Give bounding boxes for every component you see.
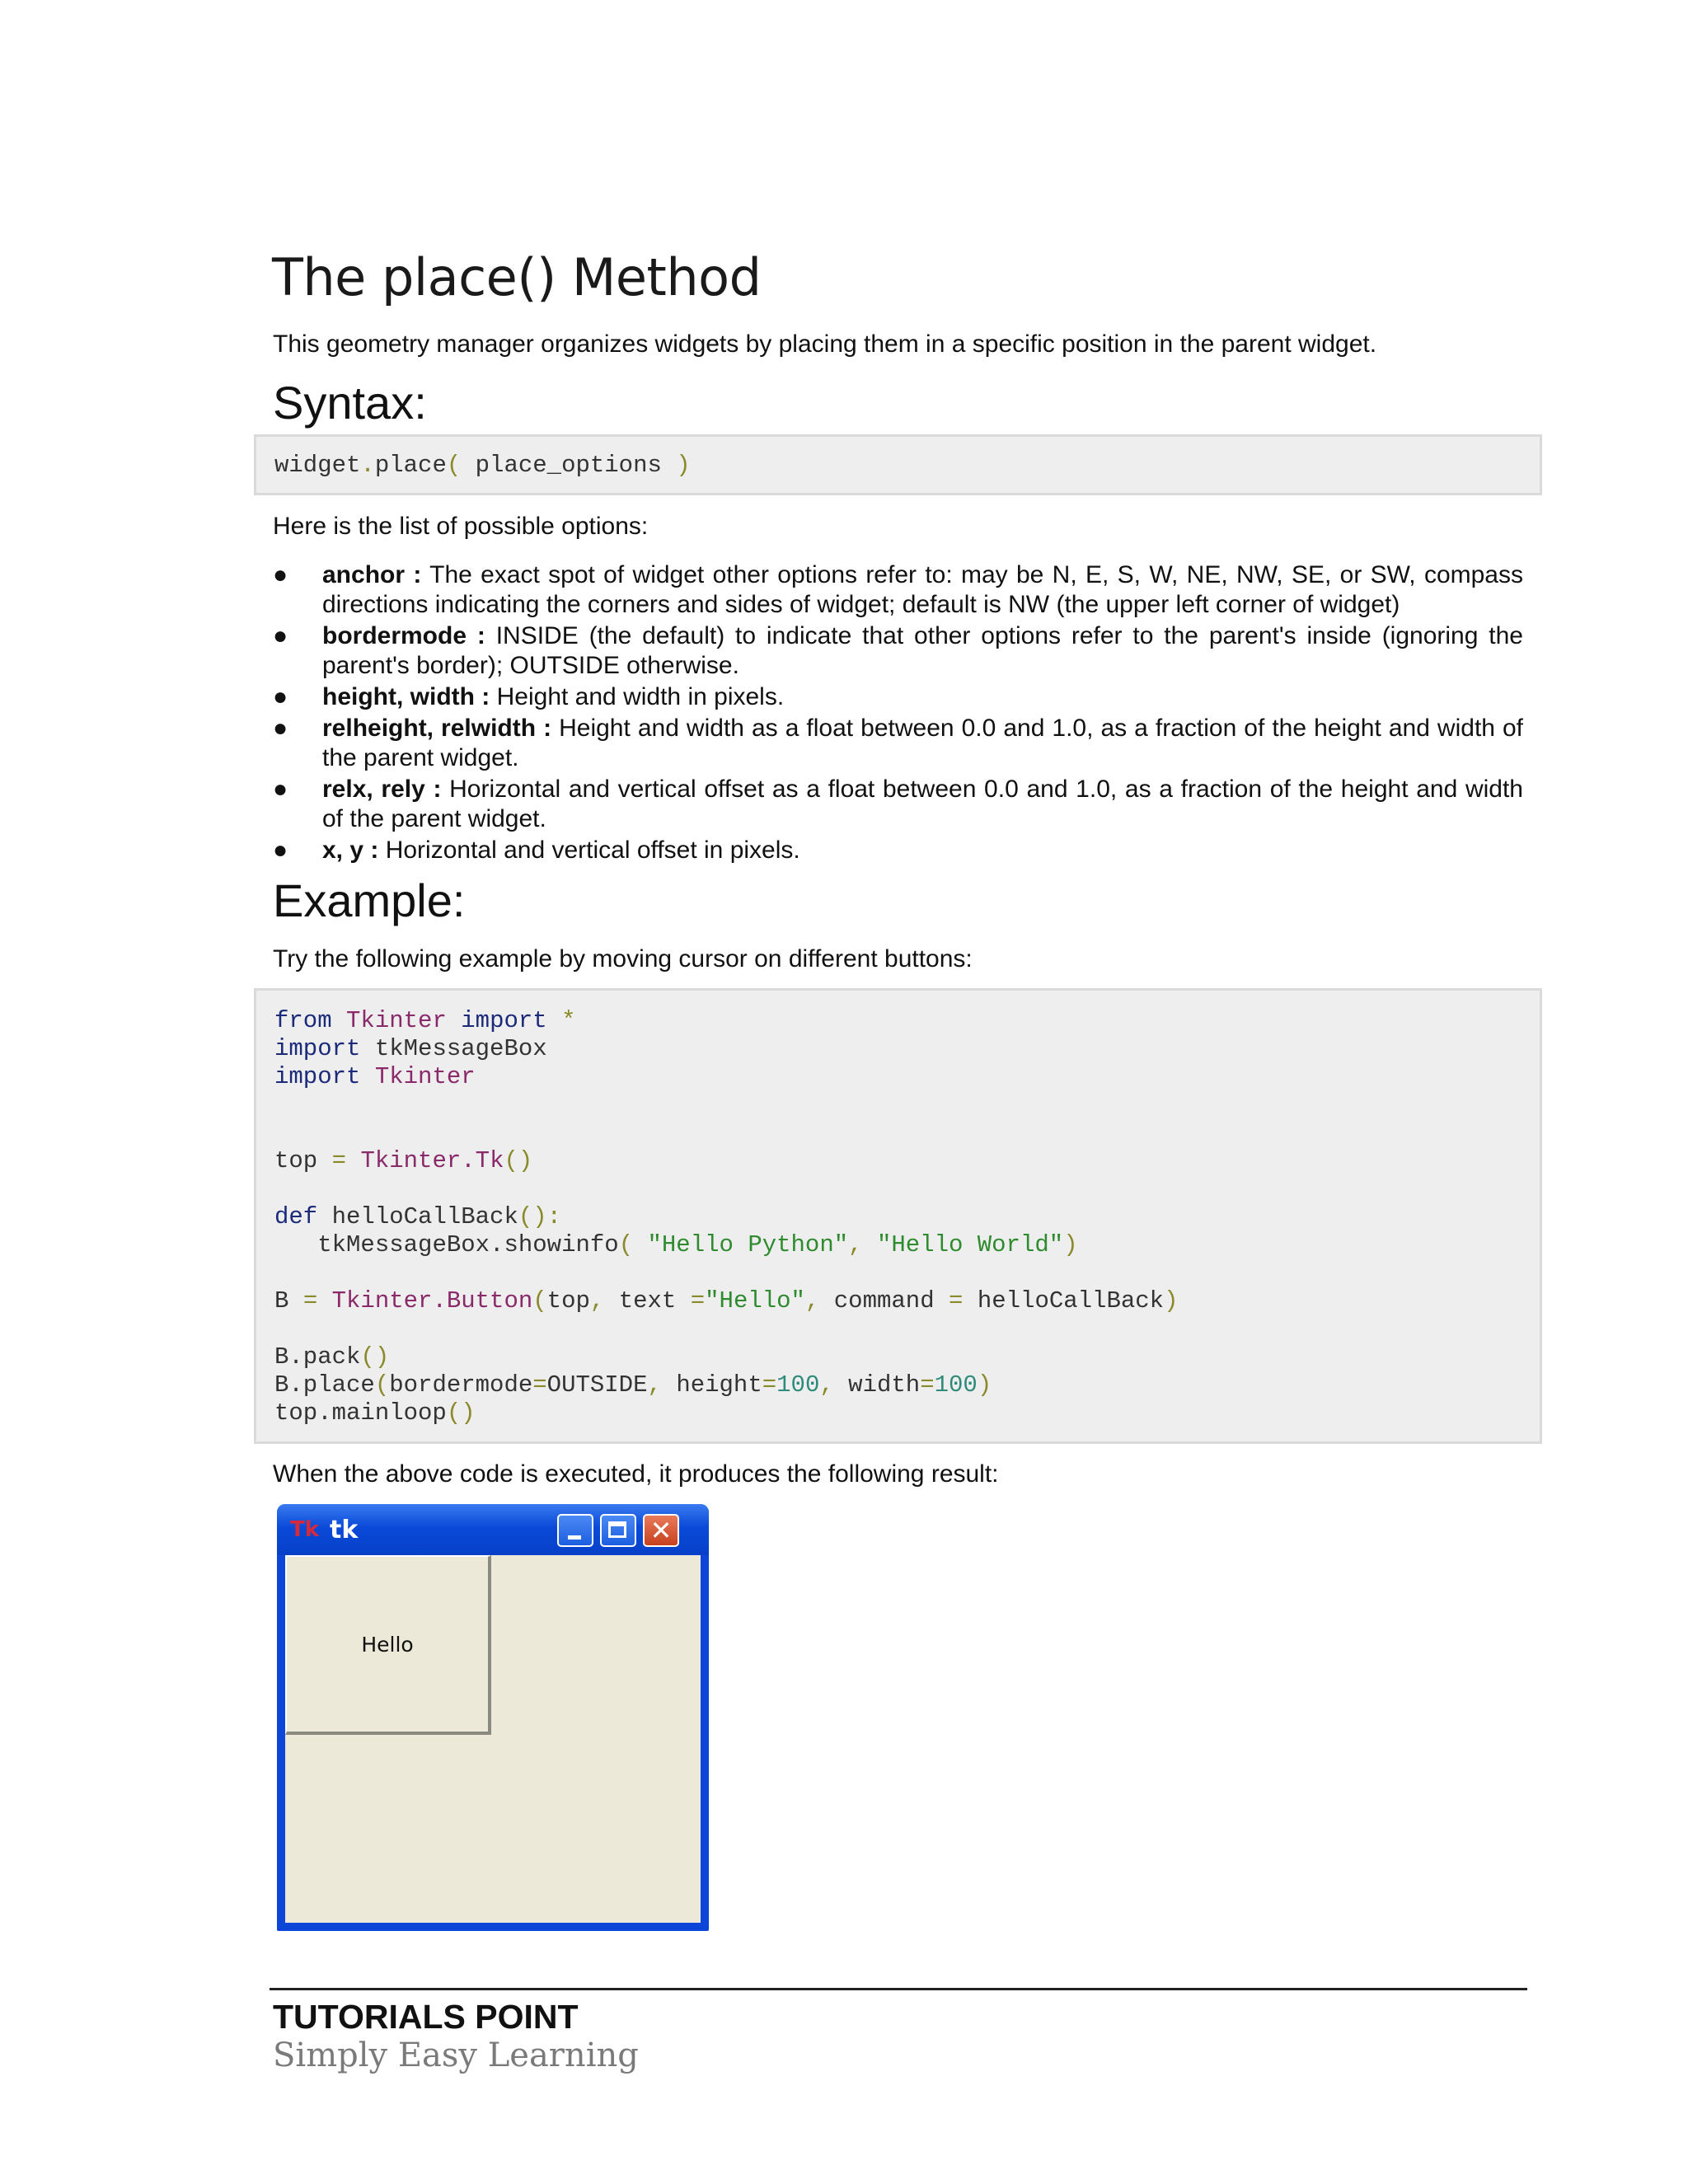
code-token: def — [274, 1203, 318, 1230]
code-token: () — [504, 1147, 533, 1174]
hello-button[interactable]: Hello — [285, 1555, 491, 1735]
code-token: "Hello Python" — [647, 1231, 849, 1258]
code-token: widget — [274, 452, 361, 479]
code-token: () — [446, 1399, 476, 1427]
intro-paragraph: This geometry manager organizes widgets by placing them in a specific position in the parent widget. — [273, 330, 1377, 358]
option-desc: The exact spot of widget other options refer to: may be N, E, S, W, NE, NW, SE, or SW, compass directions indicating the corners and sides of widget; default is NW (the upper left corner of widget) — [322, 561, 1523, 618]
option-term: x, y : — [322, 837, 379, 864]
code-token: tkMessageBox.showinfo — [317, 1231, 619, 1258]
code-token: ( — [532, 1287, 547, 1315]
code-token: place — [374, 452, 447, 479]
page-title: The place() Method — [272, 247, 762, 307]
code-token: = — [331, 1147, 347, 1174]
footer-tagline: Simply Easy Learning — [273, 2036, 639, 2074]
code-token: () — [360, 1343, 390, 1371]
code-token: = — [302, 1287, 318, 1315]
option-desc: Height and width in pixels. — [490, 683, 785, 710]
code-token: tkMessageBox — [374, 1035, 547, 1062]
code-token: "Hello World" — [876, 1231, 1064, 1258]
option-term: relx, rely : — [322, 776, 442, 803]
tk-titlebar[interactable] — [277, 1504, 709, 1555]
code-token: , — [848, 1231, 863, 1258]
code-token: import — [461, 1007, 547, 1034]
option-desc: Horizontal and vertical offset in pixels. — [378, 837, 800, 864]
result-lead: When the above code is executed, it produces the following result: — [273, 1460, 999, 1488]
code-token: ) — [977, 1371, 992, 1399]
minimize-icon[interactable] — [557, 1514, 593, 1547]
option-term: relheight, relwidth : — [322, 715, 552, 742]
code-token: helloCallBack — [331, 1203, 518, 1230]
code-token: B — [274, 1287, 289, 1315]
option-desc: INSIDE (the default) to indicate that other options refer to the parent's inside (ignoring the parent's border); OUTSIDE otherwise. — [322, 622, 1523, 679]
options-lead: Here is the list of possible options: — [273, 513, 649, 540]
code-token: . — [360, 452, 375, 479]
code-token: * — [561, 1007, 576, 1034]
code-token: width — [848, 1371, 921, 1399]
example-code — [274, 1007, 1178, 1427]
example-code-block — [254, 988, 1542, 1444]
list-item — [273, 682, 1523, 712]
syntax-code — [274, 452, 691, 480]
code-token: ( — [374, 1371, 390, 1399]
code-token: B.place — [274, 1371, 375, 1399]
code-token: helloCallBack — [977, 1287, 1165, 1315]
code-token: Tkinter — [374, 1063, 476, 1090]
syntax-heading: Syntax: — [273, 377, 427, 429]
tk-app-icon: Tk — [290, 1517, 320, 1542]
code-token: text — [618, 1287, 677, 1315]
bullet-icon: ● — [273, 715, 288, 742]
code-token: import — [274, 1035, 361, 1062]
code-token: bordermode — [389, 1371, 533, 1399]
code-token: 100 — [776, 1371, 820, 1399]
option-term: height, width : — [322, 683, 490, 710]
code-token: , — [589, 1287, 605, 1315]
bullet-icon: ● — [273, 837, 288, 864]
syntax-code-block — [254, 434, 1542, 495]
footer-brand: TUTORIALS POINT — [273, 1998, 579, 2036]
code-token: import — [274, 1063, 361, 1090]
example-heading: Example: — [273, 874, 466, 926]
option-term: anchor : — [322, 561, 422, 588]
tk-window-screenshot — [277, 1504, 709, 1931]
code-token: = — [920, 1371, 935, 1399]
code-token: , — [804, 1287, 820, 1315]
options-list — [273, 560, 1523, 867]
code-token: ( — [446, 452, 462, 479]
code-token: "Hello" — [705, 1287, 805, 1315]
option-term: bordermode : — [322, 622, 485, 649]
code-token: = — [532, 1371, 547, 1399]
bullet-icon: ● — [273, 561, 288, 588]
code-token: OUTSIDE — [546, 1371, 648, 1399]
code-token: Tkinter.Tk — [360, 1147, 504, 1174]
code-token: , — [647, 1371, 662, 1399]
bullet-icon: ● — [273, 622, 288, 649]
code-token: ) — [1164, 1287, 1179, 1315]
example-lead: Try the following example by moving cursor on different buttons: — [273, 945, 973, 972]
list-item — [273, 560, 1523, 620]
code-token: (): — [518, 1203, 562, 1230]
code-token: , — [819, 1371, 834, 1399]
list-item — [273, 775, 1523, 834]
code-token: = — [690, 1287, 706, 1315]
code-token: ( — [618, 1231, 634, 1258]
code-token: ) — [1063, 1231, 1078, 1258]
code-token: top.mainloop — [274, 1399, 447, 1427]
option-desc: Height and width as a float between 0.0 and 1.0, as a fraction of the height and width of the parent widget. — [322, 715, 1524, 771]
bullet-icon: ● — [273, 776, 288, 803]
footer-divider — [270, 1988, 1527, 1990]
code-token: = — [949, 1287, 964, 1315]
code-token: place_options — [461, 452, 677, 479]
code-token: Tkinter.Button — [331, 1287, 533, 1315]
code-token: 100 — [934, 1371, 978, 1399]
maximize-icon[interactable] — [600, 1514, 636, 1547]
option-desc: Horizontal and vertical offset as a float between 0.0 and 1.0, as a fraction of the height and width of the parent widget. — [322, 776, 1523, 832]
tk-window-title: tk — [330, 1516, 359, 1544]
code-token: command — [833, 1287, 935, 1315]
code-token: B.pack — [274, 1343, 361, 1371]
code-token: = — [762, 1371, 777, 1399]
code-token: Tkinter — [346, 1007, 447, 1034]
tk-client-area — [285, 1555, 701, 1923]
close-icon[interactable]: ✕ — [643, 1514, 679, 1547]
code-token: ) — [676, 452, 691, 479]
bullet-icon: ● — [273, 683, 288, 710]
list-item — [273, 836, 1523, 865]
code-token: height — [676, 1371, 762, 1399]
code-token: top — [546, 1287, 590, 1315]
list-item — [273, 714, 1523, 773]
code-token: from — [274, 1007, 332, 1034]
code-token: top — [274, 1147, 318, 1174]
list-item — [273, 621, 1523, 681]
